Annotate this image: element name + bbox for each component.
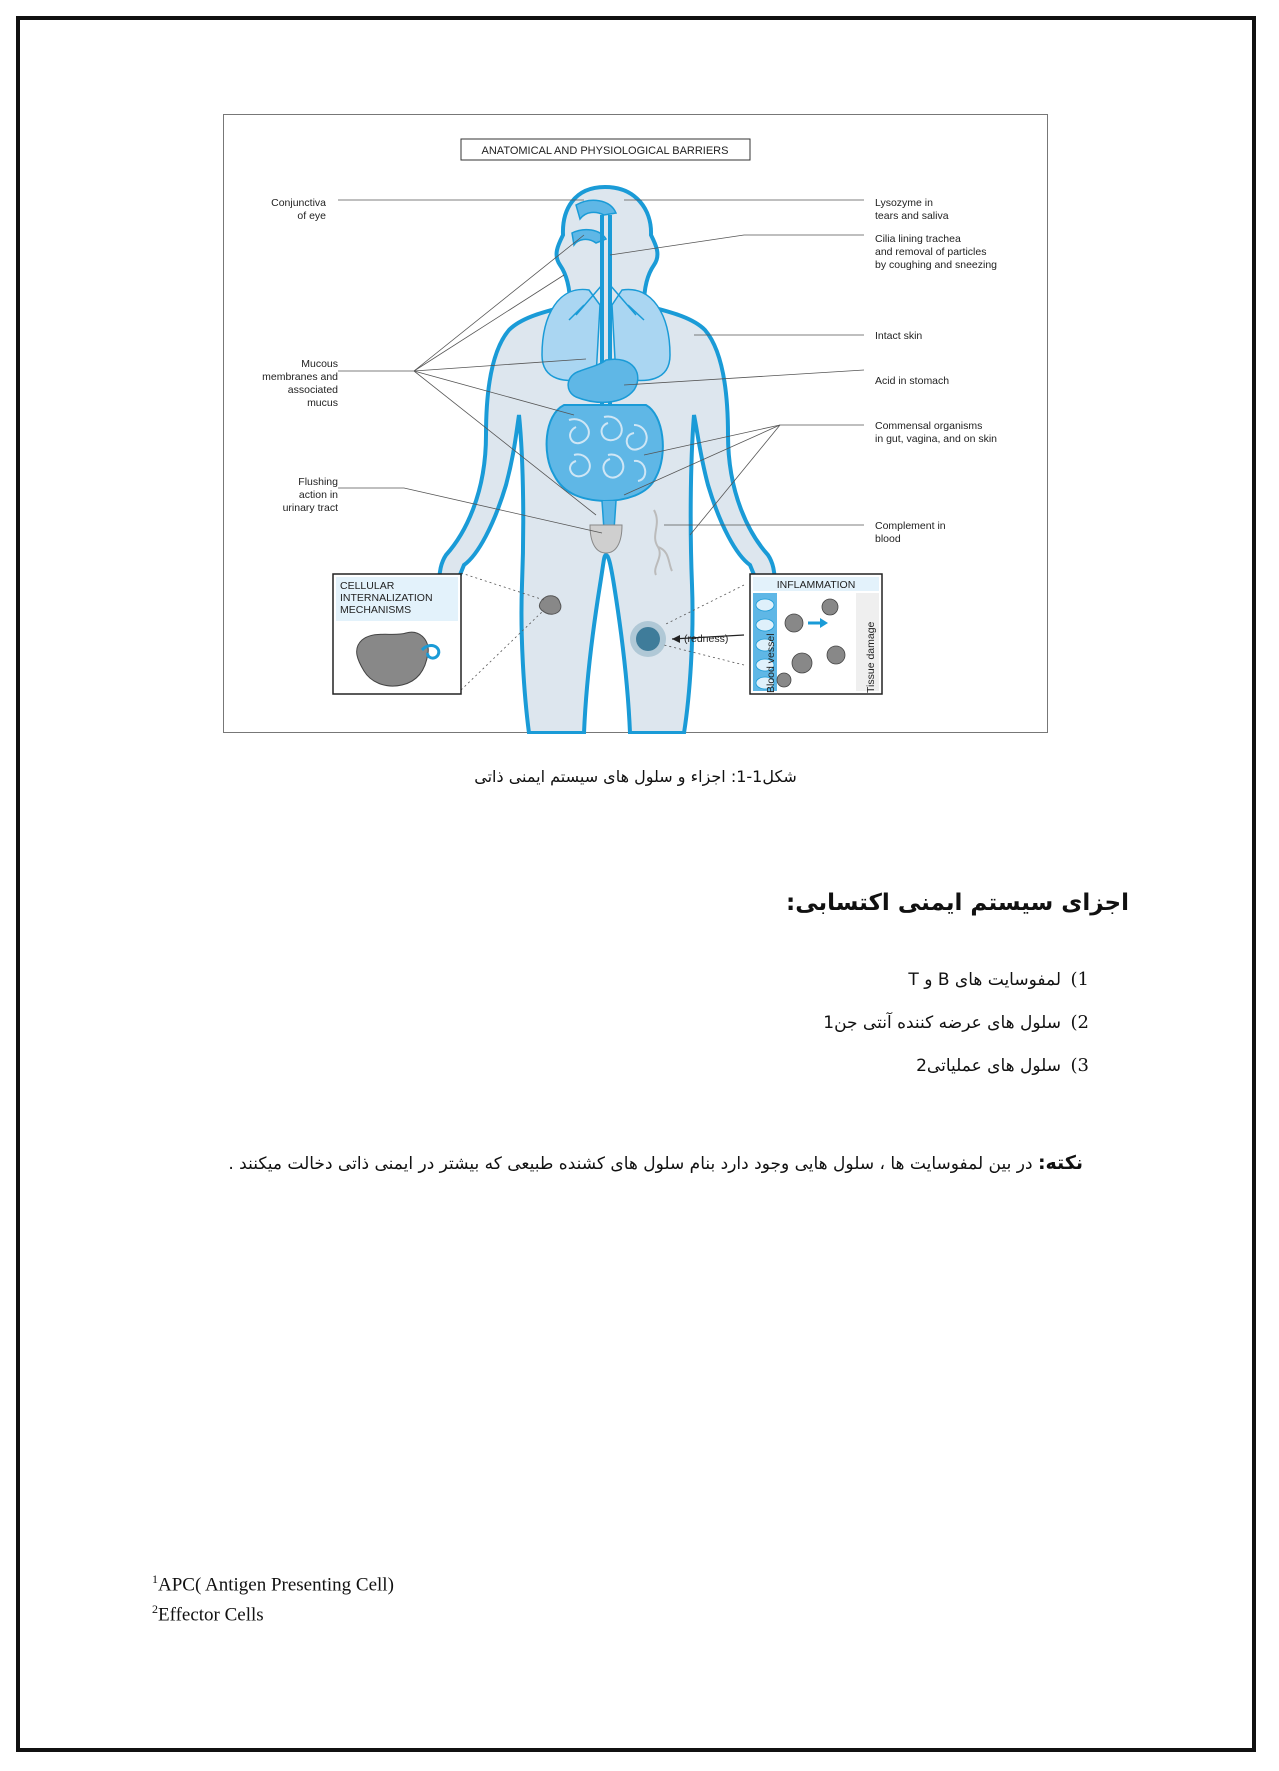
list-item-text: سلول های عرضه کننده آنتی جن1 [823,1012,1061,1033]
footnote-text: Effector Cells [158,1604,264,1626]
label-lysozyme: Lysozyme in tears and saliva [875,197,949,222]
blood-vessel-label: Blood vessel [765,633,777,693]
list-item-number: 2) [1070,1012,1089,1033]
figure-title: ANATOMICAL AND PHYSIOLOGICAL BARRIERS [481,145,729,157]
cellular-box-title: CELLULAR INTERNALIZATION MECHANISMS [340,580,433,616]
list-item-number: 3) [1070,1055,1089,1076]
label-cilia: Cilia lining trachea and removal of particles by coughing and sneezing [875,233,998,271]
list-item-text: سلول های عملیاتی2 [916,1055,1061,1076]
label-acid-stomach: Acid in stomach [875,375,950,387]
footnote-number: 2 [152,1602,158,1617]
intestines [547,405,663,501]
label-mucous-membranes: Mucous membranes and associated mucus [262,358,338,409]
footnote-text: APC( Antigen Presenting Cell) [158,1574,394,1596]
redness-halo [630,621,666,657]
label-flushing-action: Flushing action in urinary tract [282,476,338,514]
section-heading: اجزای سیستم ایمنی اکتسابی: [786,890,1129,916]
list-item [823,1044,1089,1087]
list-item-text: لمفوسایت های B و T [908,969,1061,990]
footnote-2 [152,1597,394,1627]
figure-caption: شکل1-1: اجزاء و سلول های سیستم ایمنی ذاتی [474,767,797,786]
dotted-connectors [461,573,744,690]
footnote-number: 1 [152,1572,158,1586]
tissue-damage-label: Tissue damage [865,621,877,693]
label-complement: Complement in blood [875,520,946,545]
list-item-number: 1) [1070,969,1089,990]
components-list [823,958,1089,1087]
figure-immune-barriers [223,114,1048,733]
list-item [823,958,1089,1001]
label-intact-skin: Intact skin [875,330,923,342]
note-paragraph [150,1140,1083,1187]
note-label: نکته: [1037,1152,1083,1174]
footnote-1 [152,1567,394,1597]
figure-illustration [224,115,1049,734]
redness-label: (redness) [684,633,729,645]
footnotes [152,1567,394,1628]
list-item [823,1001,1089,1044]
label-commensal: Commensal organisms in gut, vagina, and on skin [875,420,998,445]
inflammation-title: INFLAMMATION [776,579,856,591]
label-conjunctiva: Conjunctiva of eye [271,197,326,222]
note-text: در بین لمفوسایت ها ، سلول هایی وجود دارد بنام سلول های کشنده طبیعی که بیشتر در ایمنی ذاتی دخالت میکنند . [228,1154,1038,1174]
